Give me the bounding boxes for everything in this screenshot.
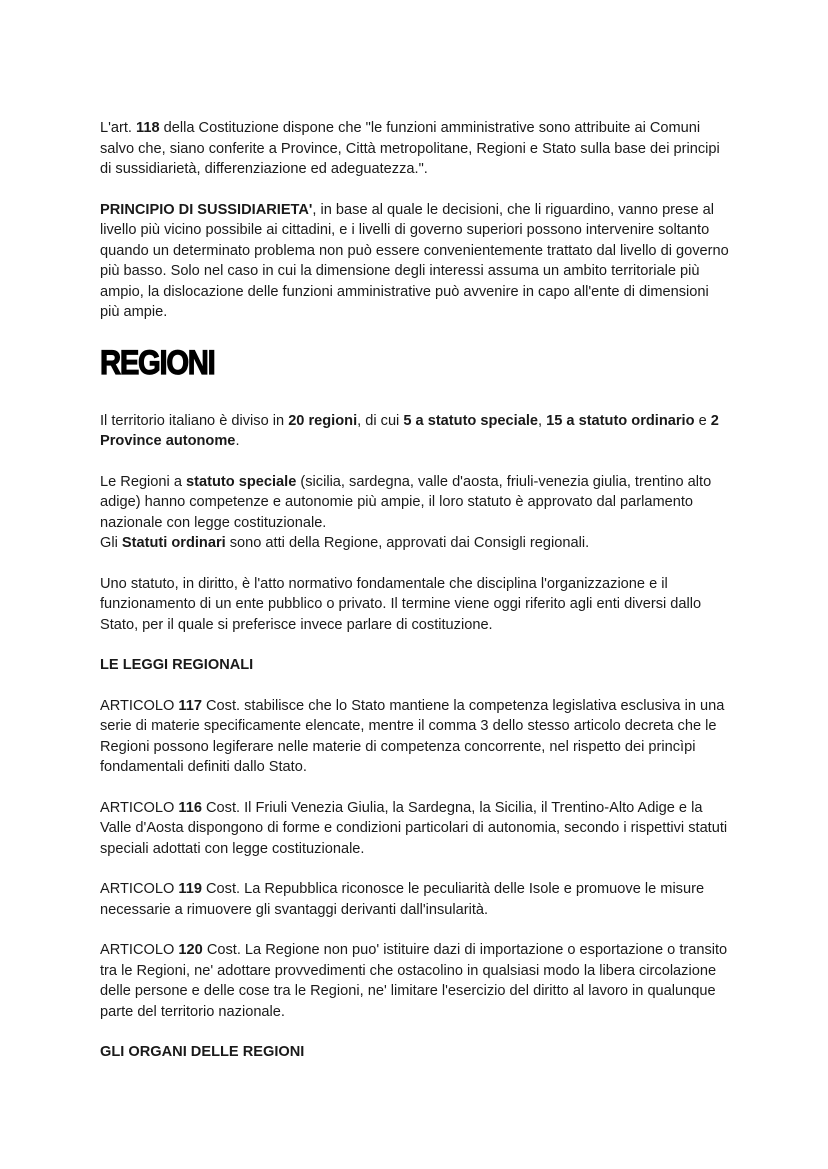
paragraph-statuto-speciale: Le Regioni a statuto speciale (sicilia, sardegna, valle d'aosta, friuli-venezia giulia, trentino alto adige) hanno competenze e autonomie più ampie, il loro statuto è approvato dal parlamento nazionale con legge costituzionale. [100,473,712,531]
paragraph-statuti-ordinari: Gli Statuti ordinari sono atti della Regione, approvati dai Consigli regionali. [100,535,590,551]
section-title-regioni: REGIONI [100,343,215,382]
paragraph-articolo-119: ARTICOLO 119 Cost. La Repubblica riconosce le peculiarità delle Isole e promuove le misure necessarie a rimuovere gli svantaggi derivanti dall'insularità. [100,881,705,918]
paragraph-articolo-117: ARTICOLO 117 Cost. stabilisce che lo Stato mantiene la competenza legislativa esclusiva in una serie di materie specificamente elencate, mentre il comma 3 dello stesso articolo decreta che le Regioni possono legiferare nelle materie di competenza concorrente, nel rispetto dei princìpi fondamentali definiti dallo Stato. [100,697,725,775]
paragraph-territorio: Il territorio italiano è diviso in 20 regioni, di cui 5 a statuto speciale, 15 a statuto ordinario e 2 Province autonome. [100,412,719,449]
paragraph-art118: L'art. 118 della Costituzione dispone che "le funzioni amministrative sono attribuite ai Comuni salvo che, siano conferite a Province, Città metropolitane, Regioni e Stato sulla base dei principi di sussidiarietà, differenziazione ed adeguatezza.". [100,120,720,177]
heading-organi-regioni: GLI ORGANI DELLE REGIONI [100,1044,305,1060]
paragraph-sussidiarieta: PRINCIPIO DI SUSSIDIARIETA', in base al quale le decisioni, che li riguardino, vanno prese al livello più vicino possibile ai cittadini, e i livelli di governo superiori possono intervenire soltanto quando un determinato problema non può essere convenientemente trattato dal livello di governo più basso. Solo nel caso in cui la dimensione degli interessi assuma un ambito territoriale più ampio, la dislocazione delle funzioni amministrative può avvenire in capo all'ente di dimensioni più ampie. [100,201,729,320]
paragraph-statuto-definizione: Uno statuto, in diritto, è l'atto normativo fondamentale che disciplina l'organizzazione e il funzionamento di un ente pubblico o privato. Il termine viene oggi riferito agli enti diversi dallo Stato, per il quale si preferisce invece parlare di costituzione. [100,575,702,633]
paragraph-articolo-116: ARTICOLO 116 Cost. Il Friuli Venezia Giulia, la Sardegna, la Sicilia, il Trentino-Alto Adige e la Valle d'Aosta dispongono di forme e condizioni particolari di autonomia, secondo i rispettivi statuti speciali adottati con legge costituzionale. [100,799,728,857]
heading-leggi-regionali: LE LEGGI REGIONALI [100,657,254,673]
paragraph-articolo-120: ARTICOLO 120 Cost. La Regione non puo' istituire dazi di importazione o esportazione o transito tra le Regioni, ne' adottare provvedimenti che ostacolino in qualsiasi modo la libera circolazione delle persone e delle cose tra le Regioni, ne' limitare l'esercizio del diritto al lavoro in qualunque parte del territorio nazionale. [100,942,728,1020]
